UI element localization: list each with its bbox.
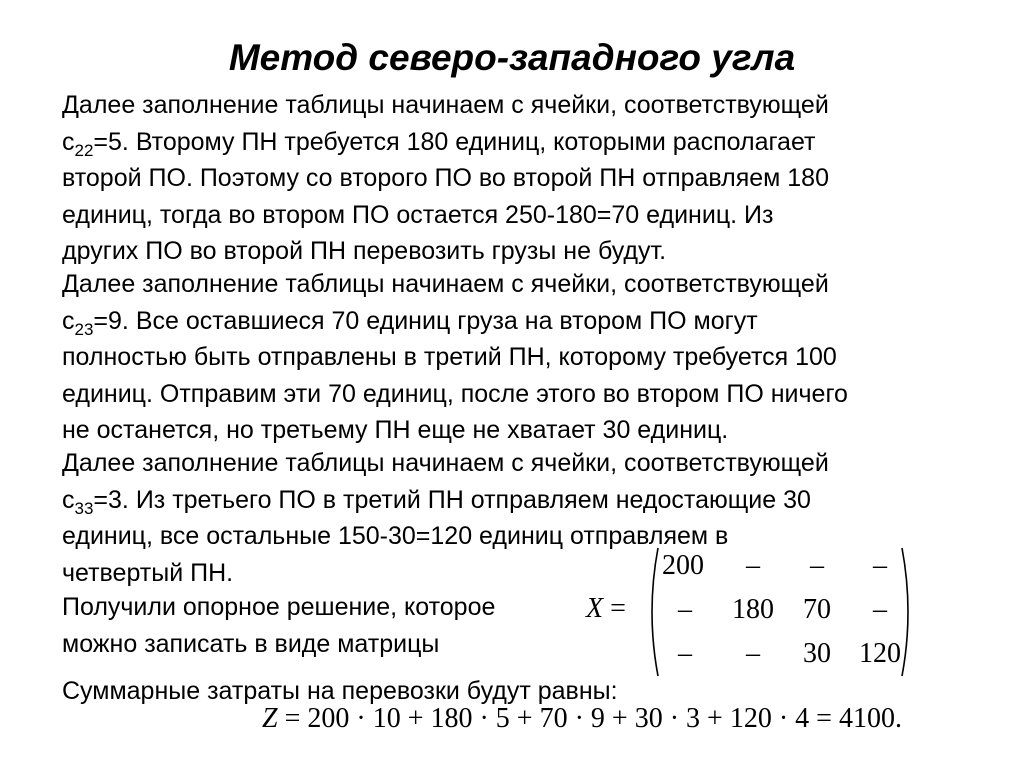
text-line: Далее заполнение таблицы начинаем с ячейки, соответствующей [62,449,829,477]
subscript-index: 23 [74,319,94,339]
text-line: можно записать в виде матрицы [62,629,440,658]
text-line: единиц, все остальные 150-30=120 единиц отправляем в [62,522,729,550]
paragraph-1 [62,87,962,270]
matrix-cell: 30 [803,638,831,669]
paragraph-4 [62,589,582,662]
equals-sign: = [610,593,626,624]
text-line: второй ПО. Поэтому со второго ПО во второй ПН отправляем 180 [62,164,829,192]
total-cost-formula [262,703,902,735]
matrix-cell: 200 [662,550,704,581]
matrix-lhs [586,593,626,625]
matrix-cell: – [746,550,760,581]
matrix-cell: – [678,594,692,625]
matrix-cell: – [873,550,887,581]
text-line: Далее заполнение таблицы начинаем с ячейки, соответствующей [62,270,829,298]
matrix-cell: – [873,594,887,625]
matrix-cell: 180 [732,594,774,625]
matrix-cell: 70 [803,594,831,625]
matrix-variable: X [586,593,604,624]
text-line: единиц, тогда во втором ПО остается 250-180=70 единиц. Из [62,200,774,229]
text-line: других ПО во второй ПН перевозить грузы не будут. [62,237,667,265]
text-line: Суммарные затраты на перевозки будут равны: [62,677,618,705]
subscript-index: 33 [74,498,94,518]
text-line: не останется, но третьему ПН еще не хватает 30 единиц. [62,416,729,444]
matrix-cell: – [810,550,824,581]
text-line: Получили опорное решение, которое [62,593,496,621]
text-line: Далее заполнение таблицы начинаем с ячейки, соответствующей [62,91,829,119]
text-line: $с_{22}=5$. Второму ПН требуется 180 единиц, которыми располагает [62,127,816,160]
formula-variable: Z [262,703,278,734]
text-line: четвертый ПН. [62,558,234,587]
text-line: полностью быть отправлены в третий ПН, которому требуется 100 [62,343,837,371]
formula-expression: = 200 · 10 + 180 · 5 + 70 · 9 + 30 · 3 + 120 · 4 = 4100. [277,703,902,734]
matrix-cell: – [678,638,692,669]
subscript-index: 22 [74,140,94,160]
text-line: единиц. Отправим эти 70 единиц, после этого во втором ПО ничего [62,379,848,408]
text-line: $с_{33}=3$. Из третьего ПО в третий ПН отправляем недостающие 30 [62,485,811,518]
matrix-cell: 120 [859,638,901,669]
solution-matrix [586,546,926,678]
paragraph-2 [62,266,962,449]
matrix-cell: – [746,638,760,669]
slide-title: Метод северо-западного угла [228,37,796,78]
text-line: $с_{23}=9$. Все оставшиеся 70 единиц груза на втором ПО могут [62,306,758,339]
